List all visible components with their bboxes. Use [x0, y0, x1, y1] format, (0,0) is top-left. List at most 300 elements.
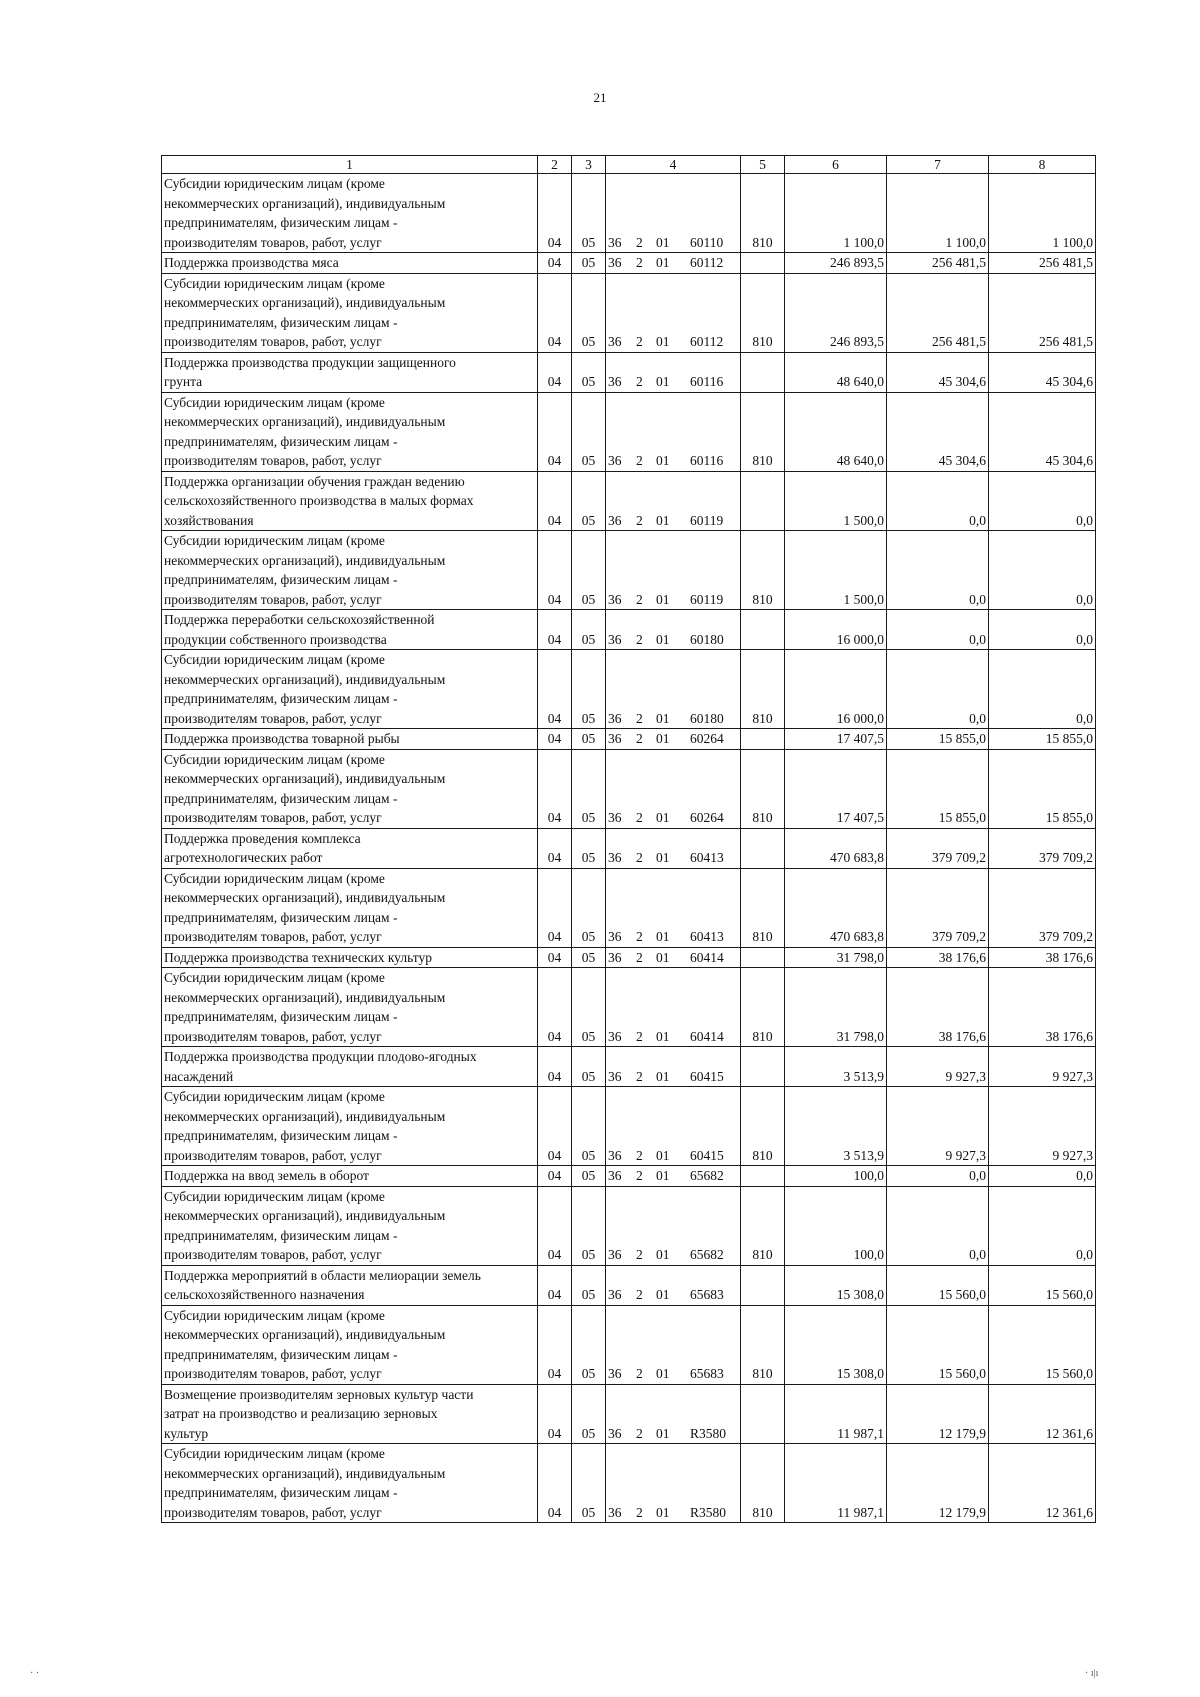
- row-name-cell: [162, 968, 538, 1047]
- row-code-2: 04: [538, 392, 572, 471]
- table-row: [162, 947, 1096, 968]
- code-part-3: 01: [656, 949, 670, 965]
- budget-table: [161, 155, 1096, 1523]
- row-value-6: 470 683,8: [785, 868, 887, 947]
- code-part-3: 01: [656, 929, 670, 944]
- row-value-7: 0,0: [887, 1166, 989, 1187]
- row-name-line: Поддержка производства продукции плодово-ягодных: [164, 1049, 477, 1064]
- row-value-7: 256 481,5: [887, 253, 989, 274]
- row-name-line: насаждений: [164, 1068, 234, 1084]
- row-code-5: 810: [741, 273, 785, 352]
- row-code-2: 04: [538, 1047, 572, 1087]
- row-value-8: 0,0: [989, 531, 1096, 610]
- code-part-3: 01: [656, 1247, 670, 1262]
- row-name-line: Субсидии юридическим лицам (кроме: [164, 533, 385, 548]
- row-name-line: Субсидии юридическим лицам (кроме: [164, 751, 385, 767]
- row-value-7: 9 927,3: [887, 1047, 989, 1087]
- row-code-3: 05: [572, 729, 606, 750]
- row-name-line: производителям товаров, работ, услуг: [164, 1028, 382, 1044]
- code-part-4: 65682: [690, 1168, 724, 1183]
- code-part-4: 60112: [690, 334, 724, 349]
- row-code-3: 05: [572, 273, 606, 352]
- row-code-5: 810: [741, 1087, 785, 1166]
- code-part-1: 36: [608, 1068, 622, 1084]
- row-code-3: 05: [572, 1444, 606, 1523]
- row-value-8: 15 855,0: [989, 749, 1096, 828]
- code-part-3: 01: [656, 234, 670, 250]
- row-name-cell: [162, 610, 538, 650]
- row-code-4: [606, 471, 741, 531]
- header-cell: 7: [887, 156, 989, 174]
- row-code-4: [606, 729, 741, 750]
- row-code-2: 04: [538, 749, 572, 828]
- row-name-line: Субсидии юридическим лицам (кроме: [164, 1188, 385, 1204]
- table-row: [162, 471, 1096, 531]
- code-part-1: 36: [608, 591, 622, 607]
- code-part-4: 65683: [690, 1287, 724, 1302]
- row-name-line: предпринимателям, физическим лицам -: [164, 215, 398, 230]
- header-cell: 4: [606, 156, 741, 174]
- row-value-7: 15 560,0: [887, 1305, 989, 1384]
- row-name-line: Поддержка на ввод земель в оборот: [164, 1168, 369, 1183]
- row-value-6: 31 798,0: [785, 968, 887, 1047]
- code-part-3: 01: [656, 1287, 670, 1302]
- table-row: [162, 352, 1096, 392]
- row-name-cell: [162, 253, 538, 274]
- row-name-line: Поддержка производства технических культур: [164, 949, 432, 965]
- code-part-3: 01: [656, 1425, 670, 1441]
- code-part-2: 2: [636, 1366, 643, 1381]
- row-value-8: 45 304,6: [989, 392, 1096, 471]
- row-value-6: 246 893,5: [785, 273, 887, 352]
- row-name-line: некоммерческих организаций), индивидуальным: [164, 414, 446, 429]
- row-name-line: некоммерческих организаций), индивидуальным: [164, 195, 446, 211]
- code-part-2: 2: [636, 255, 643, 270]
- code-part-2: 2: [636, 512, 643, 528]
- row-value-8: 0,0: [989, 650, 1096, 729]
- code-part-2: 2: [636, 1028, 643, 1044]
- code-part-2: 2: [636, 850, 643, 865]
- row-name-line: некоммерческих организаций), индивидуальным: [164, 1327, 446, 1342]
- row-code-3: 05: [572, 1265, 606, 1305]
- row-code-5: 810: [741, 1305, 785, 1384]
- row-name-line: некоммерческих организаций), индивидуальным: [164, 671, 446, 687]
- row-name-line: производителям товаров, работ, услуг: [164, 234, 382, 250]
- row-code-5: 810: [741, 392, 785, 471]
- code-part-3: 01: [656, 1168, 670, 1183]
- code-part-1: 36: [608, 374, 622, 389]
- row-value-6: 16 000,0: [785, 610, 887, 650]
- header-cell: 3: [572, 156, 606, 174]
- row-name-line: предпринимателям, физическим лицам -: [164, 1346, 398, 1362]
- table-body: [162, 174, 1096, 1523]
- code-part-1: 36: [608, 631, 622, 647]
- row-name-line: культур: [164, 1425, 209, 1441]
- code-part-2: 2: [636, 1068, 643, 1084]
- row-value-7: 12 179,9: [887, 1444, 989, 1523]
- row-code-2: 04: [538, 352, 572, 392]
- row-value-8: 1 100,0: [989, 174, 1096, 253]
- row-value-8: 9 927,3: [989, 1087, 1096, 1166]
- code-part-3: 01: [656, 591, 670, 607]
- table-row: [162, 1047, 1096, 1087]
- code-part-2: 2: [636, 1287, 643, 1302]
- row-value-6: 470 683,8: [785, 828, 887, 868]
- row-value-7: 38 176,6: [887, 968, 989, 1047]
- row-name-line: производителям товаров, работ, услуг: [164, 1366, 382, 1381]
- row-code-2: 04: [538, 273, 572, 352]
- code-part-1: 36: [608, 1168, 622, 1183]
- code-part-4: R3580: [690, 1425, 727, 1441]
- header-cell: 6: [785, 156, 887, 174]
- row-code-5: [741, 352, 785, 392]
- code-part-3: 01: [656, 850, 670, 865]
- code-part-4: 60119: [690, 512, 724, 528]
- row-code-4: [606, 392, 741, 471]
- row-name-cell: [162, 1265, 538, 1305]
- row-code-4: [606, 1047, 741, 1087]
- row-code-4: [606, 947, 741, 968]
- row-value-7: 0,0: [887, 531, 989, 610]
- row-name-cell: [162, 1186, 538, 1265]
- row-value-6: 100,0: [785, 1186, 887, 1265]
- row-name-line: Субсидии юридическим лицам (кроме: [164, 870, 385, 886]
- code-part-2: 2: [636, 591, 643, 607]
- row-code-3: 05: [572, 1166, 606, 1187]
- row-code-3: 05: [572, 749, 606, 828]
- row-name-line: предпринимателям, физическим лицам -: [164, 1227, 398, 1243]
- row-code-4: [606, 174, 741, 253]
- code-part-3: 01: [656, 255, 670, 270]
- row-code-3: 05: [572, 610, 606, 650]
- code-part-3: 01: [656, 512, 670, 528]
- row-code-5: [741, 253, 785, 274]
- row-name-cell: [162, 729, 538, 750]
- code-part-1: 36: [608, 1147, 622, 1163]
- code-part-1: 36: [608, 1028, 622, 1044]
- row-value-7: 1 100,0: [887, 174, 989, 253]
- row-code-2: 04: [538, 531, 572, 610]
- row-value-8: 379 709,2: [989, 828, 1096, 868]
- row-code-5: 810: [741, 749, 785, 828]
- code-part-4: 60119: [690, 591, 724, 607]
- row-name-line: производителям товаров, работ, услуг: [164, 810, 382, 825]
- row-name-line: Субсидии юридическим лицам (кроме: [164, 394, 385, 410]
- row-name-cell: [162, 749, 538, 828]
- row-value-6: 31 798,0: [785, 947, 887, 968]
- row-name-line: производителям товаров, работ, услуг: [164, 710, 382, 726]
- code-part-1: 36: [608, 949, 622, 965]
- row-code-4: [606, 610, 741, 650]
- row-code-3: 05: [572, 1305, 606, 1384]
- code-part-4: 60116: [690, 374, 724, 389]
- row-code-3: 05: [572, 471, 606, 531]
- row-code-5: 810: [741, 968, 785, 1047]
- row-name-line: производителям товаров, работ, услуг: [164, 334, 382, 349]
- row-name-line: некоммерческих организаций), индивидуальным: [164, 295, 446, 310]
- row-value-6: 1 100,0: [785, 174, 887, 253]
- code-part-1: 36: [608, 810, 622, 825]
- row-code-5: 810: [741, 868, 785, 947]
- row-name-line: некоммерческих организаций), индивидуальным: [164, 890, 446, 905]
- row-code-2: 04: [538, 650, 572, 729]
- row-name-line: некоммерческих организаций), индивидуальным: [164, 1208, 446, 1223]
- row-name-line: Субсидии юридическим лицам (кроме: [164, 1446, 385, 1461]
- row-name-cell: [162, 174, 538, 253]
- row-name-line: производителям товаров, работ, услуг: [164, 591, 382, 607]
- row-name-line: предпринимателям, физическим лицам -: [164, 1128, 398, 1143]
- code-part-1: 36: [608, 512, 622, 528]
- row-code-5: [741, 1265, 785, 1305]
- row-name-line: продукции собственного производства: [164, 631, 387, 647]
- row-code-5: 810: [741, 650, 785, 729]
- row-value-6: 17 407,5: [785, 749, 887, 828]
- row-name-line: сельскохозяйственного назначения: [164, 1287, 365, 1302]
- table-row: [162, 749, 1096, 828]
- code-part-1: 36: [608, 1504, 622, 1520]
- table-row: [162, 650, 1096, 729]
- row-name-cell: [162, 868, 538, 947]
- row-value-7: 379 709,2: [887, 868, 989, 947]
- table-row: [162, 828, 1096, 868]
- row-value-8: 38 176,6: [989, 968, 1096, 1047]
- code-part-2: 2: [636, 1247, 643, 1262]
- row-name-line: агротехнологических работ: [164, 850, 323, 865]
- code-part-3: 01: [656, 731, 670, 746]
- row-value-6: 3 513,9: [785, 1087, 887, 1166]
- row-value-6: 16 000,0: [785, 650, 887, 729]
- scan-artifact: · ı|ı: [1085, 1668, 1099, 1679]
- code-part-2: 2: [636, 453, 643, 468]
- row-name-line: производителям товаров, работ, услуг: [164, 1147, 382, 1163]
- code-part-4: 60264: [690, 731, 724, 746]
- table-row: [162, 273, 1096, 352]
- table-row: [162, 968, 1096, 1047]
- row-code-2: 04: [538, 1384, 572, 1444]
- code-part-4: 60413: [690, 850, 724, 865]
- code-part-3: 01: [656, 334, 670, 349]
- code-part-1: 36: [608, 1247, 622, 1262]
- row-value-8: 12 361,6: [989, 1384, 1096, 1444]
- code-part-2: 2: [636, 1147, 643, 1163]
- code-part-1: 36: [608, 850, 622, 865]
- row-code-2: 04: [538, 947, 572, 968]
- code-part-2: 2: [636, 731, 643, 746]
- code-part-3: 01: [656, 1028, 670, 1044]
- table-row: [162, 531, 1096, 610]
- row-name-cell: [162, 352, 538, 392]
- row-value-7: 15 855,0: [887, 729, 989, 750]
- code-part-2: 2: [636, 810, 643, 825]
- row-value-8: 0,0: [989, 1186, 1096, 1265]
- row-value-7: 15 855,0: [887, 749, 989, 828]
- row-code-5: [741, 828, 785, 868]
- row-code-5: [741, 729, 785, 750]
- row-name-line: Возмещение производителям зерновых культур части: [164, 1386, 474, 1402]
- row-name-line: предпринимателям, физическим лицам -: [164, 790, 398, 806]
- header-cell: 5: [741, 156, 785, 174]
- code-part-2: 2: [636, 334, 643, 349]
- row-value-8: 0,0: [989, 1166, 1096, 1187]
- table-row: [162, 1265, 1096, 1305]
- header-cell: 1: [162, 156, 538, 174]
- row-code-3: 05: [572, 1384, 606, 1444]
- row-code-5: 810: [741, 1444, 785, 1523]
- row-name-line: хозяйствования: [164, 512, 254, 528]
- row-value-8: 38 176,6: [989, 947, 1096, 968]
- code-part-3: 01: [656, 1366, 670, 1381]
- code-part-4: 65683: [690, 1366, 724, 1381]
- row-value-6: 1 500,0: [785, 531, 887, 610]
- row-code-3: 05: [572, 947, 606, 968]
- code-part-4: 60180: [690, 710, 724, 726]
- code-part-1: 36: [608, 710, 622, 726]
- row-value-8: 12 361,6: [989, 1444, 1096, 1523]
- row-value-6: 15 308,0: [785, 1265, 887, 1305]
- row-name-line: предпринимателям, физическим лицам -: [164, 909, 398, 925]
- row-code-4: [606, 868, 741, 947]
- row-code-5: [741, 610, 785, 650]
- row-code-2: 04: [538, 1166, 572, 1187]
- row-code-4: [606, 352, 741, 392]
- table-row: [162, 610, 1096, 650]
- row-value-8: 15 560,0: [989, 1305, 1096, 1384]
- row-name-line: некоммерческих организаций), индивидуальным: [164, 989, 446, 1005]
- code-part-2: 2: [636, 929, 643, 944]
- code-part-1: 36: [608, 731, 622, 746]
- code-part-4: 60112: [690, 255, 724, 270]
- row-name-line: предпринимателям, физическим лицам -: [164, 314, 398, 330]
- table-row: [162, 729, 1096, 750]
- row-code-2: 04: [538, 1265, 572, 1305]
- row-value-7: 45 304,6: [887, 392, 989, 471]
- row-code-4: [606, 1305, 741, 1384]
- row-name-line: Субсидии юридическим лицам (кроме: [164, 275, 385, 291]
- code-part-1: 36: [608, 234, 622, 250]
- row-name-cell: [162, 471, 538, 531]
- row-value-8: 256 481,5: [989, 253, 1096, 274]
- row-name-line: Поддержка переработки сельскохозяйственной: [164, 612, 435, 627]
- code-part-3: 01: [656, 453, 670, 468]
- row-code-2: 04: [538, 1087, 572, 1166]
- row-value-7: 15 560,0: [887, 1265, 989, 1305]
- row-name-line: некоммерческих организаций), индивидуальным: [164, 552, 446, 568]
- code-part-2: 2: [636, 374, 643, 389]
- row-name-line: Поддержка организации обучения граждан ведению: [164, 473, 465, 489]
- row-code-2: 04: [538, 253, 572, 274]
- row-value-7: 9 927,3: [887, 1087, 989, 1166]
- row-value-6: 17 407,5: [785, 729, 887, 750]
- header-row: [162, 156, 1096, 174]
- row-code-4: [606, 828, 741, 868]
- row-code-3: 05: [572, 1087, 606, 1166]
- code-part-2: 2: [636, 1504, 643, 1520]
- code-part-4: 60110: [690, 234, 724, 250]
- row-name-line: некоммерческих организаций), индивидуальным: [164, 771, 446, 786]
- row-code-2: 04: [538, 968, 572, 1047]
- code-part-3: 01: [656, 631, 670, 647]
- row-code-4: [606, 1087, 741, 1166]
- row-code-2: 04: [538, 610, 572, 650]
- row-value-6: 11 987,1: [785, 1384, 887, 1444]
- row-name-line: затрат на производство и реализацию зерновых: [164, 1406, 438, 1421]
- row-name-cell: [162, 1444, 538, 1523]
- row-code-3: 05: [572, 352, 606, 392]
- row-value-6: 1 500,0: [785, 471, 887, 531]
- row-code-4: [606, 1166, 741, 1187]
- row-name-line: некоммерческих организаций), индивидуальным: [164, 1465, 446, 1481]
- row-code-5: [741, 471, 785, 531]
- row-value-8: 379 709,2: [989, 868, 1096, 947]
- row-name-cell: [162, 531, 538, 610]
- row-name-line: производителям товаров, работ, услуг: [164, 1504, 382, 1520]
- row-name-cell: [162, 1087, 538, 1166]
- row-name-line: грунта: [164, 374, 203, 389]
- row-code-2: 04: [538, 868, 572, 947]
- table-row: [162, 392, 1096, 471]
- row-name-line: предпринимателям, физическим лицам -: [164, 433, 398, 449]
- row-code-2: 04: [538, 174, 572, 253]
- row-code-3: 05: [572, 253, 606, 274]
- code-part-3: 01: [656, 1147, 670, 1163]
- row-code-5: 810: [741, 1186, 785, 1265]
- code-part-1: 36: [608, 1287, 622, 1302]
- row-code-3: 05: [572, 868, 606, 947]
- row-code-4: [606, 1186, 741, 1265]
- row-code-2: 04: [538, 1305, 572, 1384]
- row-code-3: 05: [572, 174, 606, 253]
- row-value-7: 256 481,5: [887, 273, 989, 352]
- row-value-7: 0,0: [887, 610, 989, 650]
- row-code-4: [606, 1265, 741, 1305]
- row-name-line: Поддержка производства продукции защищенного: [164, 354, 456, 370]
- row-value-6: 3 513,9: [785, 1047, 887, 1087]
- code-part-2: 2: [636, 1168, 643, 1183]
- code-part-3: 01: [656, 1504, 670, 1520]
- row-code-3: 05: [572, 1186, 606, 1265]
- row-value-7: 12 179,9: [887, 1384, 989, 1444]
- row-name-line: предпринимателям, физическим лицам -: [164, 1485, 398, 1500]
- row-name-cell: [162, 392, 538, 471]
- code-part-4: 60180: [690, 631, 724, 647]
- row-value-8: 45 304,6: [989, 352, 1096, 392]
- row-code-4: [606, 253, 741, 274]
- row-value-8: 9 927,3: [989, 1047, 1096, 1087]
- row-code-2: 04: [538, 1444, 572, 1523]
- page-number: 21: [593, 90, 607, 105]
- row-code-5: [741, 1047, 785, 1087]
- code-part-4: 65682: [690, 1247, 724, 1262]
- table-row: [162, 1087, 1096, 1166]
- code-part-4: 60264: [690, 810, 724, 825]
- row-name-line: производителям товаров, работ, услуг: [164, 929, 382, 944]
- code-part-4: 60415: [690, 1147, 724, 1163]
- row-code-4: [606, 968, 741, 1047]
- row-name-line: сельскохозяйственного производства в малых формах: [164, 493, 474, 508]
- row-code-4: [606, 531, 741, 610]
- table-row: [162, 174, 1096, 253]
- row-value-6: 15 308,0: [785, 1305, 887, 1384]
- row-name-line: Субсидии юридическим лицам (кроме: [164, 652, 385, 667]
- row-value-8: 15 855,0: [989, 729, 1096, 750]
- row-name-line: Субсидии юридическим лицам (кроме: [164, 1089, 385, 1104]
- table-row: [162, 1166, 1096, 1187]
- row-value-7: 0,0: [887, 650, 989, 729]
- row-name-line: Поддержка производства товарной рыбы: [164, 731, 400, 746]
- code-part-4: 60414: [690, 1028, 724, 1044]
- code-part-1: 36: [608, 929, 622, 944]
- row-name-cell: [162, 650, 538, 729]
